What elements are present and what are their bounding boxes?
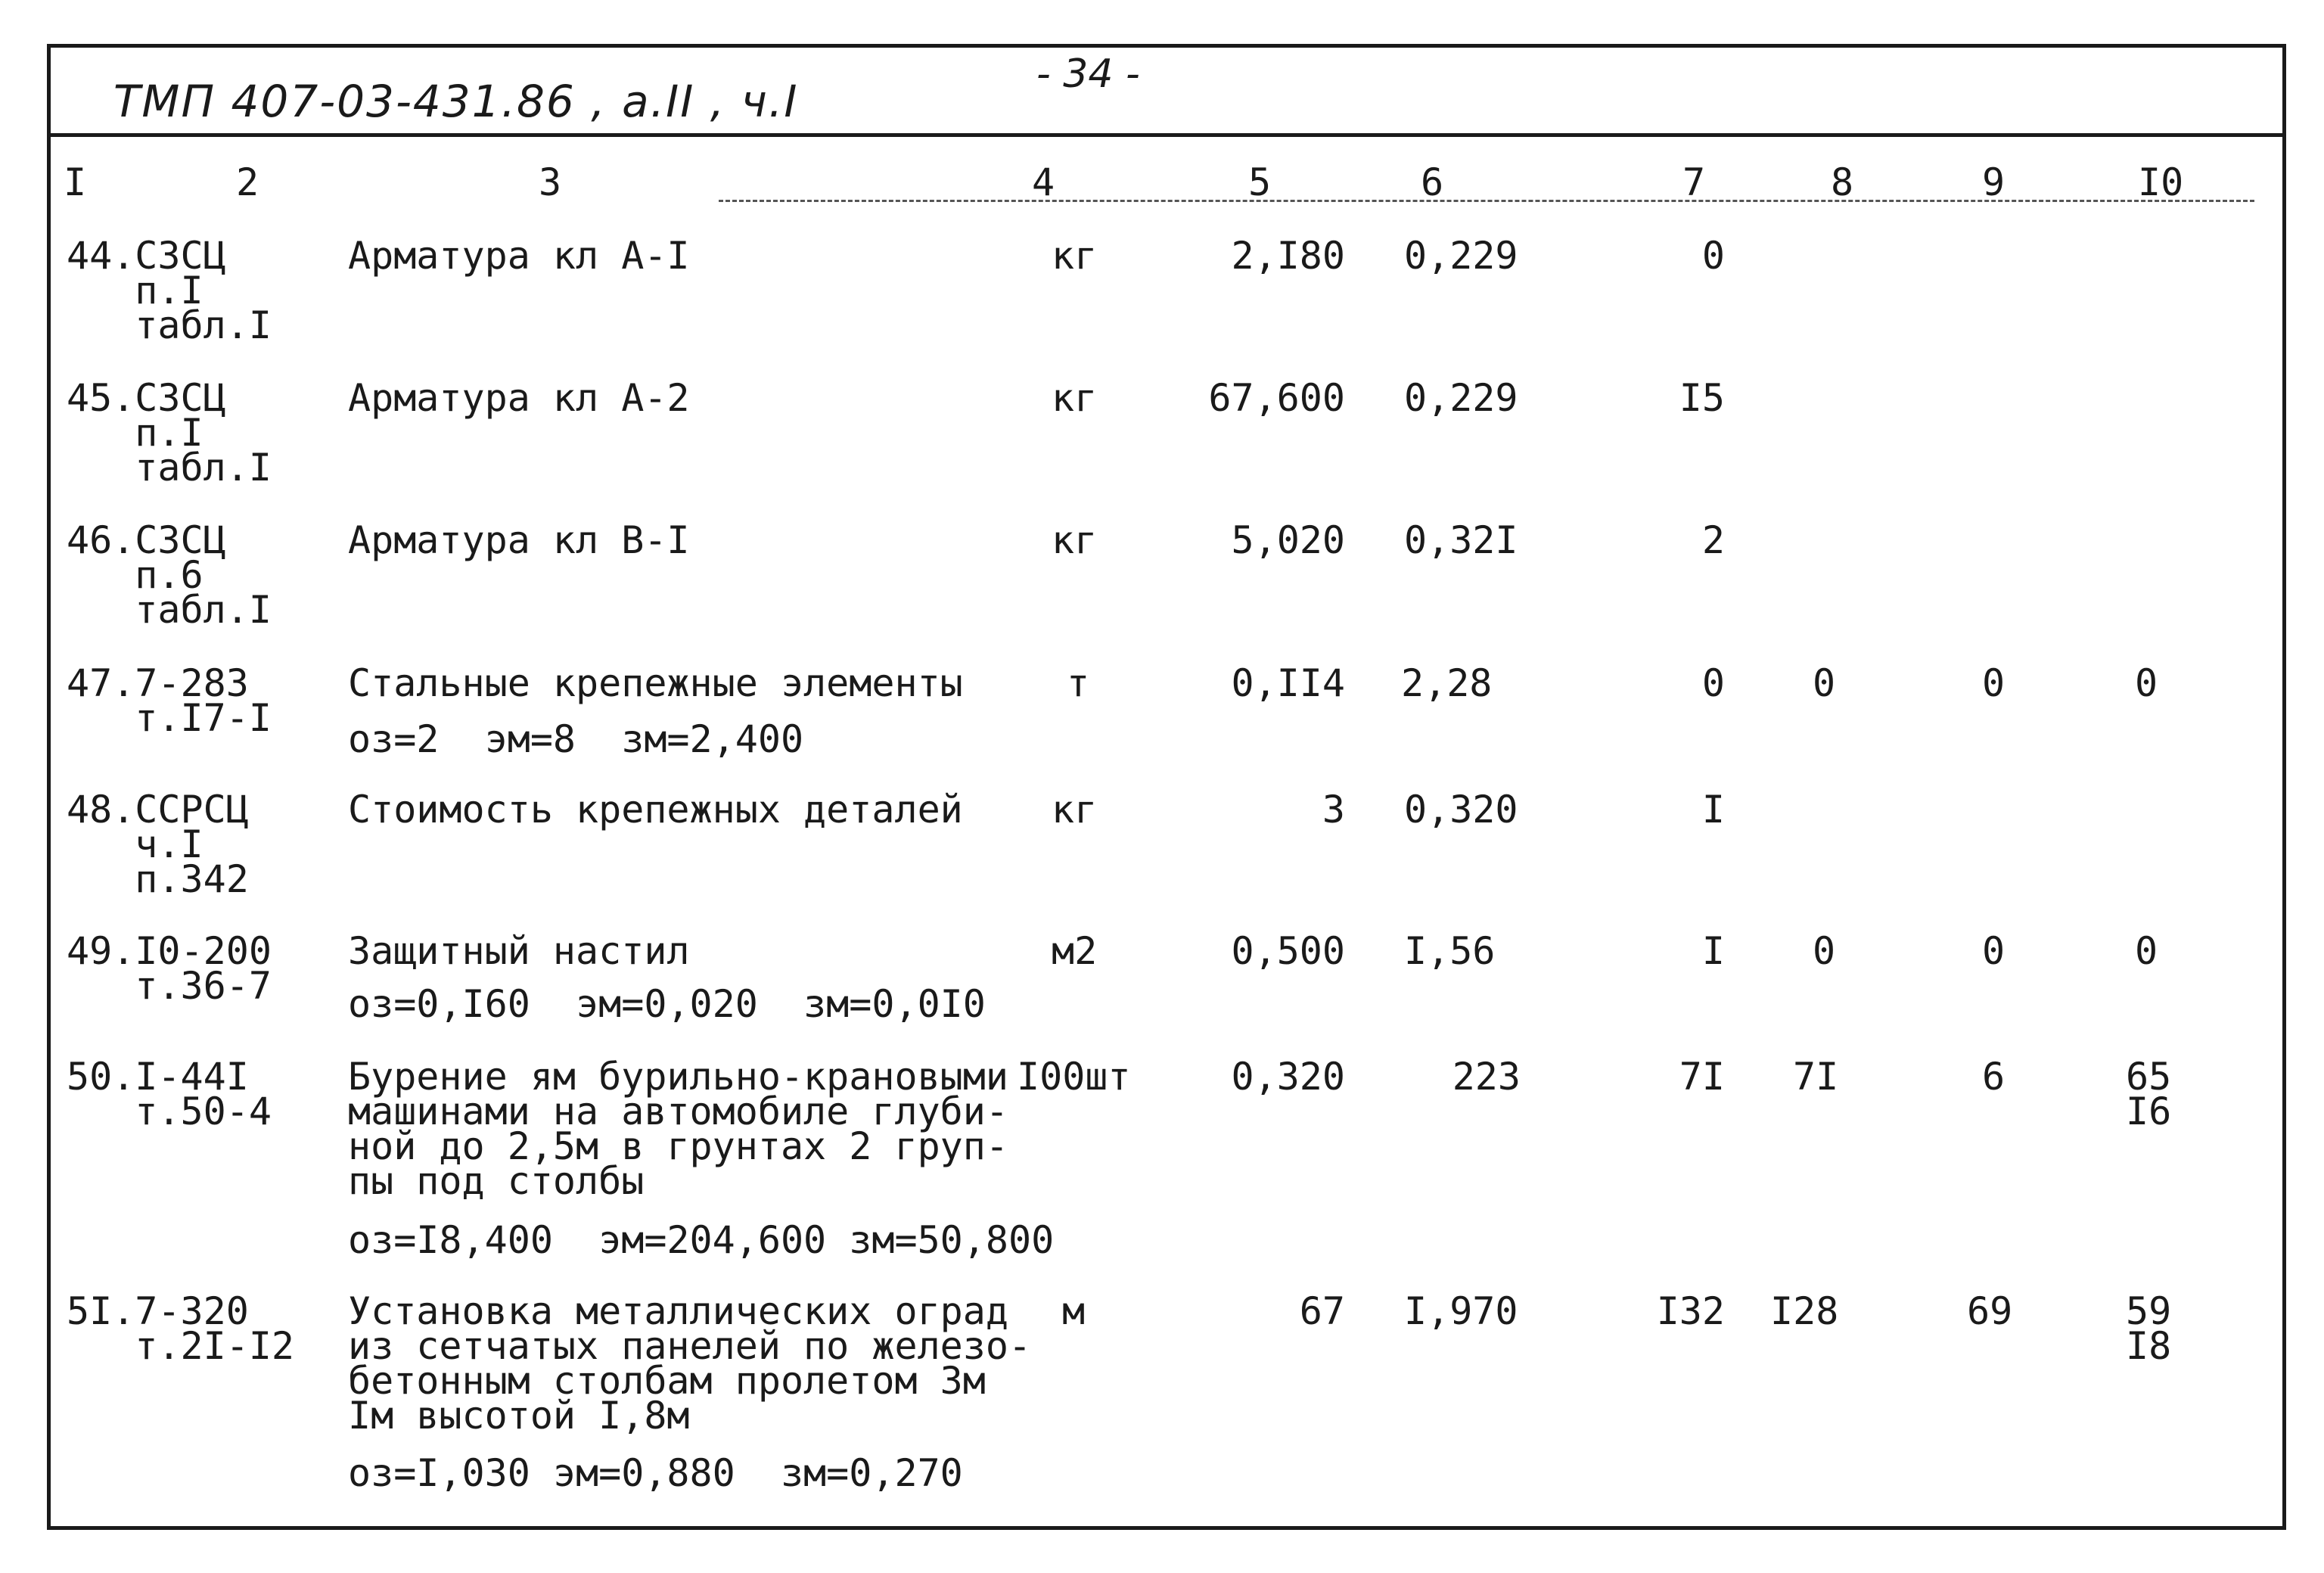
unit-price: I,56 — [1404, 929, 1496, 973]
col10: 0 — [2135, 661, 2158, 705]
unit-price: I,970 — [1404, 1289, 1518, 1333]
unit: I00шт — [1017, 1055, 1131, 1099]
labor-note: оз=2 эм=8 зм=2,400 — [348, 717, 804, 761]
col10: 0 — [2135, 929, 2158, 973]
item-name: Стоимость крепежных деталей — [348, 788, 963, 832]
norm-code: 45.СЗСЦ п.I табл.I — [67, 376, 272, 490]
unit: кг — [1052, 234, 1098, 278]
quantity: 5,020 — [1231, 518, 1345, 562]
colnum-10: I0 — [2138, 160, 2184, 204]
col7: I5 — [1679, 376, 1725, 420]
quantity: 2,I80 — [1231, 234, 1345, 278]
col7: I — [1701, 929, 1725, 973]
quantity: 0,II4 — [1231, 661, 1345, 705]
col9: 6 — [1982, 1055, 2006, 1099]
col9: 0 — [1982, 929, 2006, 973]
norm-code: 44.СЗСЦ п.I табл.I — [67, 234, 272, 347]
colnum-3: 3 — [539, 160, 562, 204]
col8: 0 — [1813, 929, 1836, 973]
item-name: Защитный настил — [348, 929, 690, 973]
colnum-8: 8 — [1831, 160, 1854, 204]
item-name: Арматура кл А-2 — [348, 376, 690, 420]
page-number: - 34 - — [1036, 51, 1140, 97]
colnum-1: I — [64, 160, 87, 204]
colnum-2: 2 — [236, 160, 259, 204]
unit-price: 2,28 — [1401, 661, 1493, 705]
unit: кг — [1052, 788, 1098, 832]
norm-code: 50.I-44I т.50-4 — [67, 1055, 272, 1133]
unit-price: 0,229 — [1404, 234, 1518, 278]
col7: I — [1701, 788, 1725, 832]
labor-note: оз=0,I60 эм=0,020 зм=0,0I0 — [348, 982, 986, 1026]
norm-code: 46.СЗСЦ п.6 табл.I — [67, 518, 272, 632]
col10: 59 I8 — [2126, 1289, 2172, 1368]
item-name: Установка металлических оград из сетчатых панелей по железо- бетонным столбам пролетом 3м Iм высотой I,8м — [348, 1289, 1032, 1438]
norm-code: 5I.7-320 т.2I-I2 — [67, 1289, 295, 1368]
unit: м2 — [1052, 929, 1098, 973]
norm-code: 48.ССРСЦ ч.I п.342 — [67, 788, 249, 901]
col7: I32 — [1656, 1289, 1725, 1333]
col10: 65 I6 — [2126, 1055, 2172, 1133]
col7: 0 — [1701, 661, 1725, 705]
col7: 2 — [1701, 518, 1725, 562]
quantity: 0,500 — [1231, 929, 1345, 973]
item-name: Стальные крепежные элементы — [348, 661, 963, 705]
unit-price: 0,229 — [1404, 376, 1518, 420]
norm-code: 47.7-283 т.I7-I — [67, 661, 272, 740]
col9: 0 — [1982, 661, 2006, 705]
colnum-4: 4 — [1032, 160, 1055, 204]
quantity: 0,320 — [1231, 1055, 1345, 1099]
document-code: ТМП 407-03-431.86 , а.II , ч.I — [113, 76, 799, 127]
quantity: 3 — [1322, 788, 1345, 832]
col9: 69 — [1967, 1289, 2013, 1333]
unit: кг — [1052, 376, 1098, 420]
colnum-6: 6 — [1421, 160, 1444, 204]
colnum-5: 5 — [1248, 160, 1272, 204]
col7: 0 — [1701, 234, 1725, 278]
norm-code: 49.I0-200 т.36-7 — [67, 929, 272, 1008]
labor-note: оз=I,030 эм=0,880 зм=0,270 — [348, 1451, 963, 1495]
quantity: 67,600 — [1208, 376, 1345, 420]
item-name: Арматура кл А-I — [348, 234, 690, 278]
unit: кг — [1052, 518, 1098, 562]
labor-note: оз=I8,400 эм=204,600 зм=50,800 — [348, 1218, 1055, 1262]
colnum-9: 9 — [1982, 160, 2006, 204]
unit-price: 223 — [1452, 1055, 1521, 1099]
item-name: Бурение ям бурильно-крановыми машинами на автомобиле глуби- ной до 2,5м в грунтах 2 груп- пы под столбы — [348, 1055, 1008, 1203]
unit-price: 0,32I — [1404, 518, 1518, 562]
col8: 0 — [1813, 661, 1836, 705]
item-name: Арматура кл В-I — [348, 518, 690, 562]
col8: 7I — [1793, 1055, 1839, 1099]
colnum-7: 7 — [1682, 160, 1706, 204]
col8: I28 — [1770, 1289, 1839, 1333]
col7: 7I — [1679, 1055, 1725, 1099]
column-underline — [719, 200, 2254, 202]
quantity: 67 — [1299, 1289, 1345, 1333]
unit: т — [1067, 661, 1090, 705]
header-divider — [47, 133, 2286, 137]
unit: м — [1062, 1289, 1086, 1333]
unit-price: 0,320 — [1404, 788, 1518, 832]
